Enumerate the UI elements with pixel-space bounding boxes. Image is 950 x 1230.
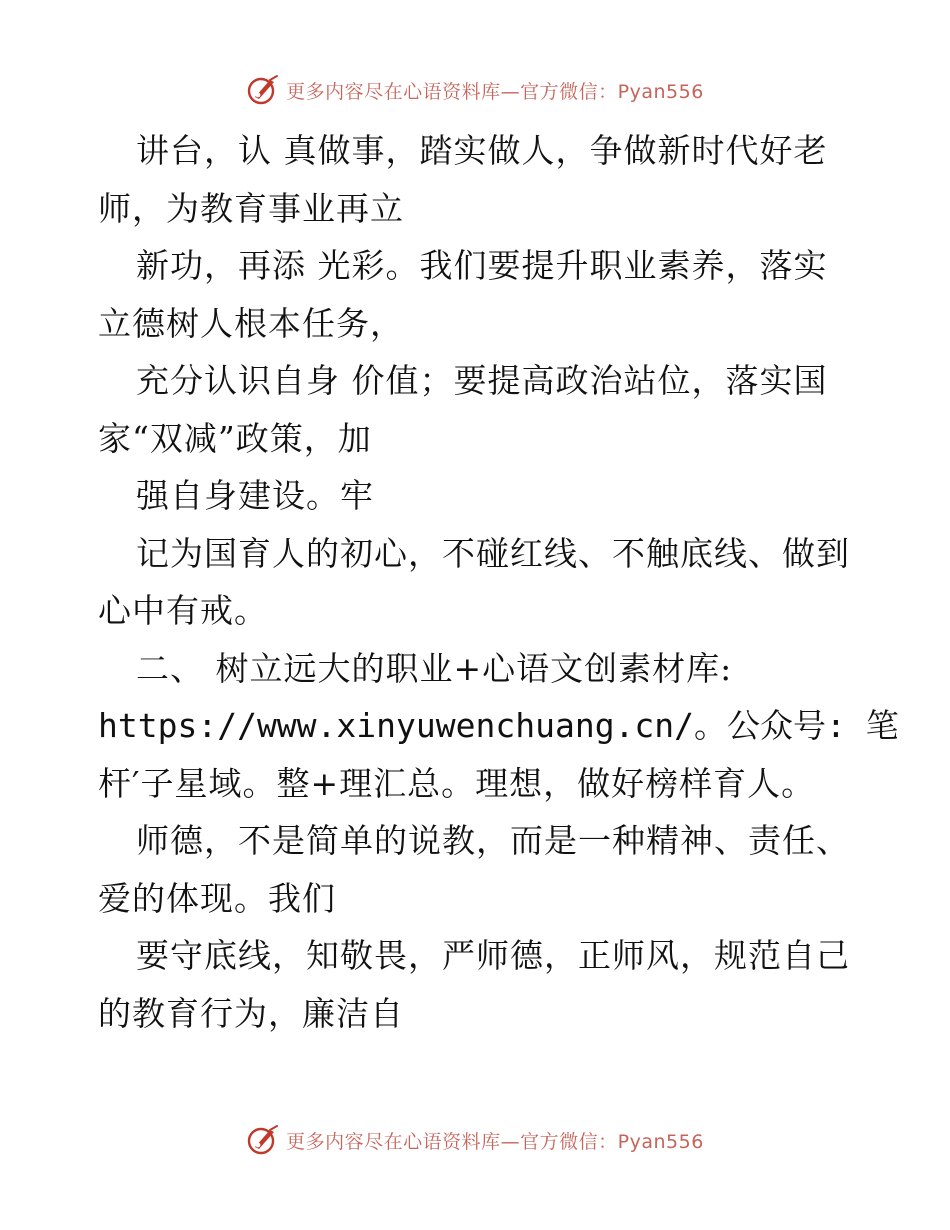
url-line: https://www.xinyuwenchuang.cn/。公众号: 笔 bbox=[98, 706, 899, 745]
watermark-text: 更多内容尽在心语资料库—官方微信：Pyan556 bbox=[286, 1130, 704, 1153]
quill-seal-icon bbox=[246, 73, 280, 107]
text-line: 要守底线，知敬畏，严师德，正师风，规范自己 bbox=[136, 936, 850, 975]
text-line: 师德，不是简单的说教，而是一种精神、责任、 bbox=[136, 821, 850, 860]
text-line: 讲台，认 真做事，踏实做人，争做新时代好老 bbox=[136, 131, 828, 170]
text-line: 爱的体现。我们 bbox=[98, 878, 336, 918]
text-line: 记为国育人的初心，不碰红线、不触底线、做到 bbox=[136, 533, 850, 573]
text-line: 强自身建设。牢 bbox=[136, 476, 374, 515]
text-line: 的教育行为，廉洁自 bbox=[98, 993, 404, 1033]
section-heading-line: 二、 树立远大的职业+心语文创素材库: bbox=[136, 648, 733, 688]
text-line: 师，为教育事业再立 bbox=[98, 188, 404, 228]
footer-watermark bbox=[0, 1118, 950, 1162]
text-line: 杆′子星域。整+理汇总。理想，做好榜样育人。 bbox=[98, 763, 816, 803]
text-line: 充分认识自身 价值；要提高政治站位，落实国 bbox=[136, 361, 828, 400]
text-line: 心中有戒。 bbox=[98, 591, 268, 630]
text-line: 新功，再添 光彩。我们要提升职业素养，落实 bbox=[136, 246, 828, 285]
text-line: 家“双减”政策，加 bbox=[98, 418, 372, 458]
watermark-text: 更多内容尽在心语资料库—官方微信：Pyan556 bbox=[286, 80, 704, 103]
text-line: 立德树人根本任务， bbox=[98, 303, 404, 343]
document-body bbox=[98, 122, 899, 1042]
header-watermark bbox=[0, 68, 950, 112]
quill-seal-icon bbox=[246, 1123, 280, 1157]
